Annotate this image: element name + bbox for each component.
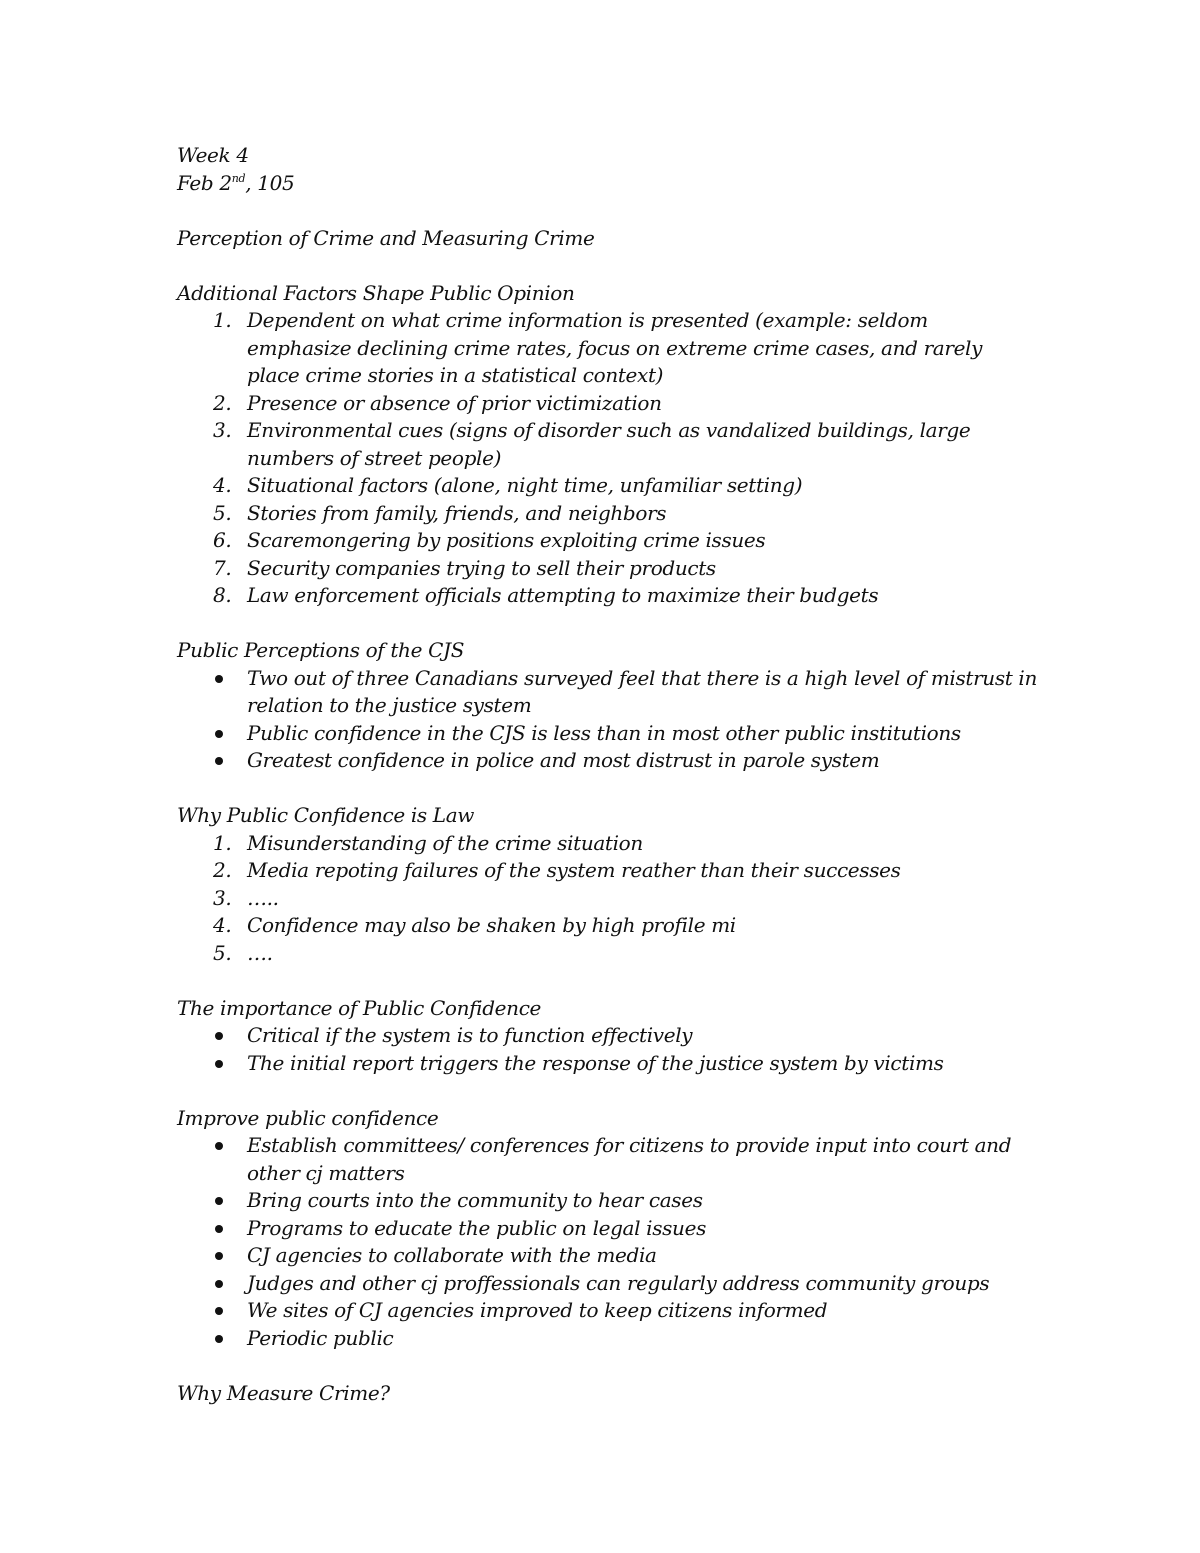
list-item: [177, 307, 1037, 390]
spacer: [177, 197, 1037, 225]
list-number: 5.: [213, 940, 232, 965]
bullet-icon: [215, 730, 223, 738]
list-item: [177, 555, 1037, 583]
list-number: 2.: [213, 390, 232, 415]
list-item-text: Presence or absence of prior victimization: [247, 390, 662, 415]
bullet-list: [177, 665, 1037, 775]
spacer: [177, 967, 1037, 995]
section-heading: The importance of Public Confidence: [177, 995, 542, 1020]
list-item-text: Programs to educate the public on legal issues: [247, 1215, 706, 1240]
list-item-text: We sites of CJ agencies improved to keep citizens informed: [247, 1298, 828, 1322]
list-item-text: Periodic public: [247, 1325, 394, 1350]
list-number: 8.: [213, 583, 232, 607]
list-item: [177, 417, 1037, 472]
bullet-list: [177, 1132, 1037, 1352]
list-item: [177, 1187, 1037, 1215]
list-item: [177, 582, 1037, 610]
list-item-text: Situational factors (alone, night time, unfamiliar setting): [247, 473, 803, 497]
section-heading: Public Perceptions of the CJS: [177, 638, 465, 662]
list-item: [177, 1132, 1037, 1187]
list-item: [177, 1270, 1037, 1298]
list-item-text: Environmental cues (signs of disorder such as vandalized buildings, large numbers of street people): [247, 418, 971, 470]
bullet-icon: [215, 1307, 223, 1315]
bullet-icon: [215, 1142, 223, 1150]
numbered-list: [177, 830, 1037, 968]
list-item-text: Misunderstanding of the crime situation: [247, 830, 643, 855]
list-item: [177, 940, 1037, 968]
list-item-text: Media repoting failures of the system reather than their successes: [247, 858, 901, 882]
bullet-icon: [215, 1032, 223, 1040]
numbered-list: [177, 307, 1037, 610]
list-item-text: Scaremongering by positions exploiting crime issues: [247, 528, 766, 552]
list-item-text: Public confidence in the CJS is less than in most other public institutions: [247, 720, 961, 745]
list-item: [177, 500, 1037, 528]
list-item-text: Judges and other cj proffessionals can regularly address community groups: [247, 1270, 990, 1295]
list-item-text: Security companies trying to sell their products: [247, 555, 716, 580]
list-item: [177, 472, 1037, 500]
list-number: 3.: [213, 885, 232, 910]
list-item-text: Greatest confidence in police and most distrust in parole system: [247, 748, 880, 772]
list-number: 3.: [213, 418, 232, 442]
spacer: [177, 252, 1037, 280]
section-heading: Additional Factors Shape Public Opinion: [177, 280, 575, 305]
bullet-icon: [215, 757, 223, 765]
section-heading: Why Public Confidence is Law: [177, 803, 475, 827]
list-number: 7.: [213, 555, 232, 580]
bullet-icon: [215, 1225, 223, 1233]
list-item-text: Two out of three Canadians surveyed feel that there is a high level of mistrust in relation to the justice system: [247, 665, 1038, 717]
bullet-icon: [215, 1280, 223, 1288]
list-item: [177, 747, 1037, 775]
list-item-text: Establish committees/ conferences for citizens to provide input into court and other cj matters: [247, 1133, 1012, 1185]
document-body: [177, 142, 1037, 1407]
list-item: [177, 1325, 1037, 1353]
bullet-icon: [215, 1197, 223, 1205]
list-number: 2.: [213, 858, 232, 882]
list-number: 4.: [213, 913, 232, 937]
list-item-text: Critical if the system is to function effectively: [247, 1023, 693, 1047]
list-item-text: Bring courts into the community to hear cases: [247, 1188, 703, 1212]
list-item: [177, 830, 1037, 858]
date-label: [177, 170, 1037, 198]
list-number: 1.: [213, 308, 232, 332]
list-item-text: CJ agencies to collaborate with the media: [247, 1243, 657, 1267]
section-heading: Improve public confidence: [177, 1105, 439, 1130]
list-item-text: ….: [247, 940, 273, 965]
page-title: Perception of Crime and Measuring Crime: [177, 225, 595, 250]
list-item: [177, 912, 1037, 940]
bullet-icon: [215, 1335, 223, 1343]
list-item: [177, 1242, 1037, 1270]
spacer: [177, 775, 1037, 803]
section-heading-why-measure-crime: Why Measure Crime?: [177, 1380, 390, 1405]
spacer: [177, 610, 1037, 638]
bullet-list: [177, 1022, 1037, 1077]
date-suffix: , 105: [245, 170, 295, 195]
list-item: [177, 1215, 1037, 1243]
bullet-icon: [215, 1060, 223, 1068]
spacer: [177, 1077, 1037, 1105]
list-item-text: The initial report triggers the response of the justice system by victims: [247, 1050, 944, 1075]
list-item: [177, 665, 1037, 720]
list-item-text: Law enforcement officials attempting to maximize their budgets: [247, 583, 879, 607]
list-item: [177, 720, 1037, 748]
week-label: Week 4: [177, 143, 249, 167]
list-number: 1.: [213, 830, 232, 855]
list-item: [177, 885, 1037, 913]
list-item-text: …..: [247, 885, 279, 910]
date-superscript: nd: [231, 171, 246, 185]
list-item: [177, 390, 1037, 418]
list-item-text: Confidence may also be shaken by high profile mi: [247, 913, 736, 937]
spacer: [177, 1352, 1037, 1380]
list-item: [177, 1050, 1037, 1078]
list-number: 4.: [213, 473, 232, 497]
list-number: 6.: [213, 528, 232, 552]
list-item: [177, 527, 1037, 555]
list-item-text: Dependent on what crime information is presented (example: seldom emphasize declining crime rates, focus on extreme crime cases, and rarely place crime stories in a statistical context): [247, 308, 983, 387]
date-prefix: Feb 2: [177, 170, 232, 195]
bullet-icon: [215, 1252, 223, 1260]
list-item-text: Stories from family, friends, and neighbors: [247, 500, 667, 525]
list-item: [177, 1022, 1037, 1050]
sections-container: [177, 280, 1037, 1380]
list-item: [177, 857, 1037, 885]
list-item: [177, 1297, 1037, 1325]
bullet-icon: [215, 675, 223, 683]
list-number: 5.: [213, 500, 232, 525]
